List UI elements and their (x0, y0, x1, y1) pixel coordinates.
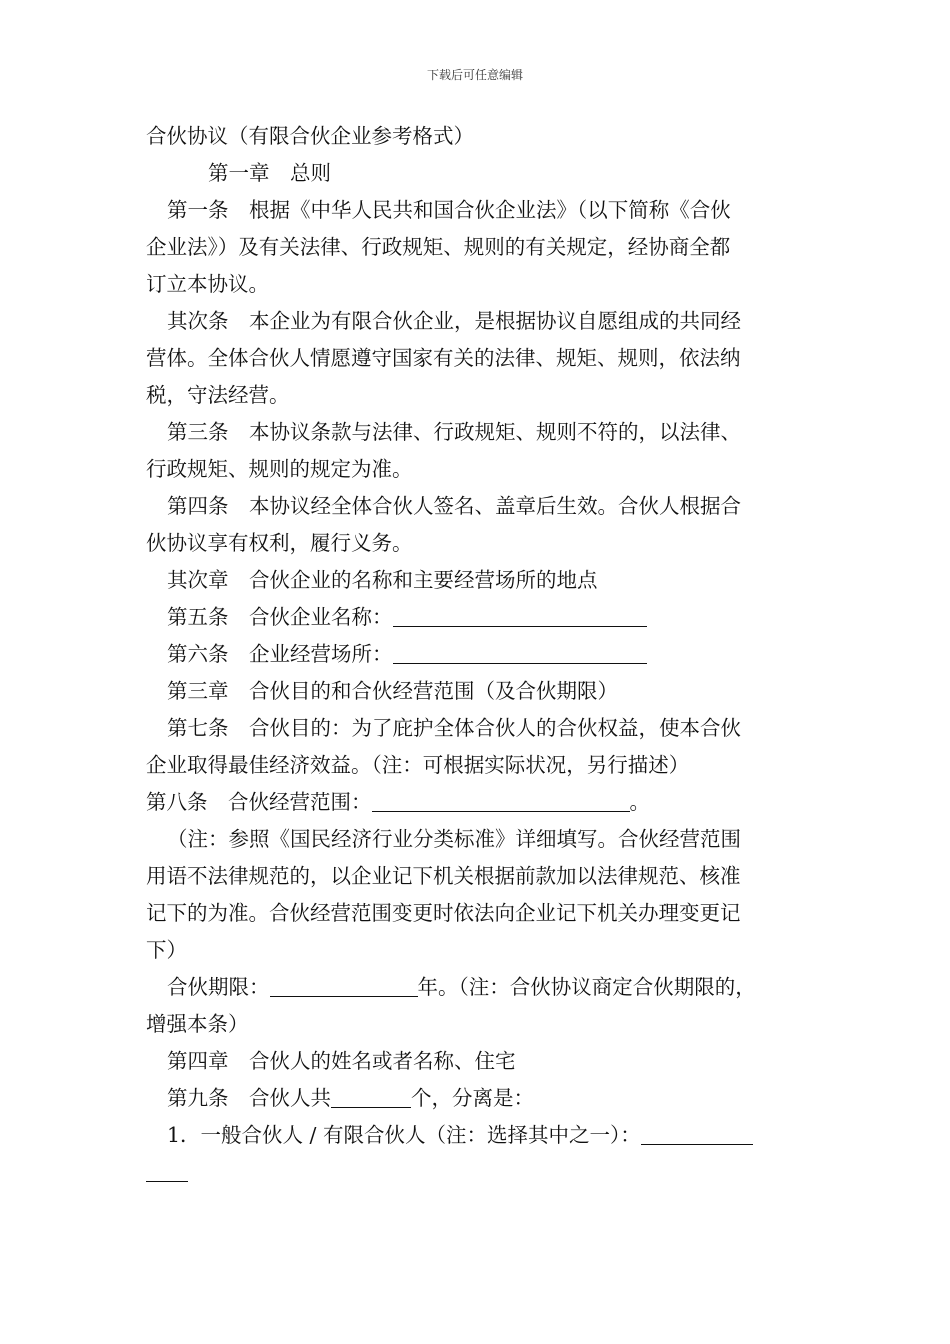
article-4-line-1: 第四条 本协议经全体合伙人签名、盖章后生效。合伙人根据合 (167, 494, 741, 518)
article-1-line-1: 第一条 根据《中华人民共和国合伙企业法》（以下简称《合伙 (167, 198, 731, 222)
article-2-line-1: 其次条 本企业为有限合伙企业，是根据协议自愿组成的共同经 (167, 309, 741, 333)
article-9 (146, 1080, 808, 1117)
scope-note-line-3: 记下的为准。合伙经营范围变更时依法向企业记下机关办理变更记 (146, 901, 741, 925)
article-7-line-2: 企业取得最佳经济效益。（注：可根据实际状况，另行描述） (146, 753, 690, 777)
article-8 (146, 784, 808, 821)
document-title: 合伙协议（有限合伙企业参考格式） (146, 124, 474, 148)
business-address-blank[interactable] (393, 641, 647, 664)
article-3-line-2: 行政规矩、规则的规定为准。 (146, 457, 413, 481)
article-8-label: 第八条 合伙经营范围： (146, 790, 372, 814)
item-1-continuation (146, 1154, 808, 1191)
chapter-3-heading: 第三章 合伙目的和合伙经营范围（及合伙期限） (167, 679, 618, 703)
article-1-line-3: 订立本协议。 (146, 272, 269, 296)
partner-count-blank[interactable] (331, 1085, 411, 1108)
scope-note-line-4: 下） (146, 938, 187, 962)
term-line-1 (146, 969, 808, 1006)
chapter-4-heading: 第四章 合伙人的姓名或者名称、住宅 (167, 1049, 516, 1073)
page-header-note: 下载后可任意编辑 (426, 68, 523, 82)
item-1 (146, 1117, 808, 1154)
chapter-2-heading: 其次章 合伙企业的名称和主要经营场所的地点 (167, 568, 598, 592)
article-7-line-1: 第七条 合伙目的：为了庇护全体合伙人的合伙权益，使本合伙 (167, 716, 741, 740)
article-3-line-1: 第三条 本协议条款与法律、行政规矩、规则不符的，以法律、 (167, 420, 741, 444)
term-years-blank[interactable] (270, 974, 418, 997)
article-5 (146, 599, 808, 636)
article-2-line-2: 营体。全体合伙人情愿遵守国家有关的法律、规矩、规则，依法纳 (146, 346, 741, 370)
article-4-line-2: 伙协议享有权利，履行义务。 (146, 531, 413, 555)
scope-note-line-2: 用语不法律规范的，以企业记下机关根据前款加以法律规范、核准 (146, 864, 741, 888)
chapter-1-heading: 第一章 总则 (208, 161, 331, 185)
article-9-label: 第九条 合伙人共 (167, 1086, 331, 1110)
article-9-tail: 个，分离是： (411, 1086, 534, 1110)
term-line-2: 增强本条） (146, 1012, 249, 1036)
partner-type-blank[interactable] (641, 1122, 753, 1145)
business-scope-blank[interactable] (372, 789, 630, 812)
enterprise-name-blank[interactable] (393, 604, 647, 627)
article-2-line-3: 税，守法经营。 (146, 383, 290, 407)
article-6-label: 第六条 企业经营场所： (167, 642, 393, 666)
article-1-line-2: 企业法》）及有关法律、行政规矩、规则的有关规定，经协商全都 (146, 235, 731, 259)
article-5-label: 第五条 合伙企业名称： (167, 605, 393, 629)
term-note: 年。（注：合伙协议商定合伙期限的， (417, 975, 756, 999)
article-6 (146, 636, 808, 673)
scope-note-line-1: （注：参照《国民经济行业分类标准》详细填写。合伙经营范围 (167, 827, 741, 851)
article-8-end: 。 (629, 790, 650, 814)
document-body (146, 118, 808, 1191)
item-1-label: 1．一般合伙人 / 有限合伙人（注：选择其中之一）： (167, 1123, 641, 1147)
term-label: 合伙期限： (167, 975, 270, 999)
partner-type-blank-continued[interactable] (146, 1159, 188, 1182)
